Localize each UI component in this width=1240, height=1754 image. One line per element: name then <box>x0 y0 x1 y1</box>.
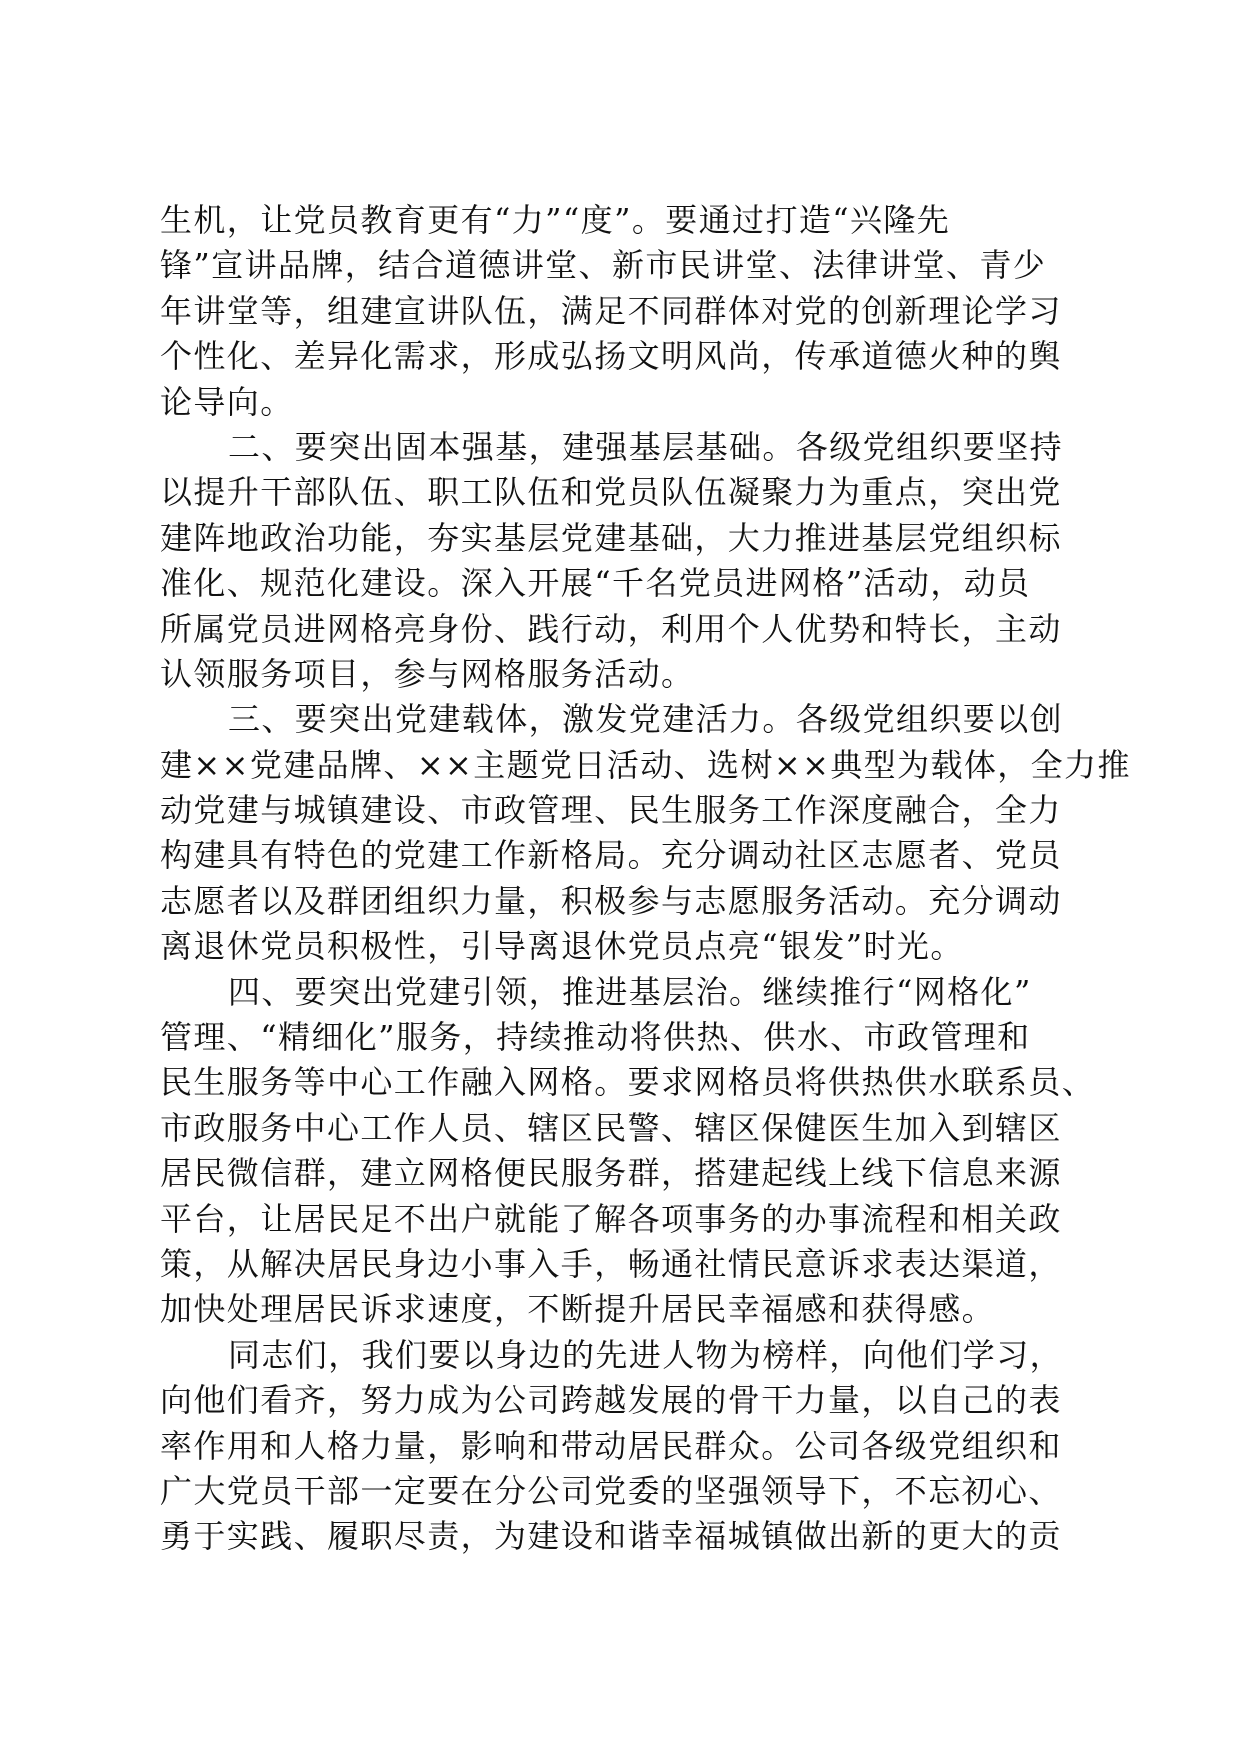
text-line: 广大党员干部一定要在分公司党委的坚强领导下，不忘初心、 <box>160 1471 1062 1510</box>
text-line: 加快处理居民诉求速度，不断提升居民幸福感和获得感。 <box>160 1290 996 1329</box>
paragraph-2-start: 二、要突出固本强基，建强基层基础。各级党组织要坚持 <box>228 427 1064 466</box>
text-line: 论导向。 <box>160 382 294 421</box>
text-line: 动党建与城镇建设、市政管理、民生服务工作深度融合，全力 <box>160 791 1062 830</box>
text-line: 构建具有特色的党建工作新格局。充分调动社区志愿者、党员 <box>160 836 1062 875</box>
text-line: 平台，让居民足不出户就能了解各项事务的办事流程和相关政 <box>160 1199 1062 1238</box>
text-line: 个性化、差异化需求，形成弘扬文明风尚，传承道德火种的舆 <box>160 337 1062 376</box>
paragraph-5-start: 同志们，我们要以身边的先进人物为榜样，向他们学习， <box>228 1335 1064 1374</box>
text-line: 锋”宣讲品牌，结合道德讲堂、新市民讲堂、法律讲堂、青少 <box>160 246 1047 285</box>
text-line: 向他们看齐，努力成为公司跨越发展的骨干力量，以自己的表 <box>160 1381 1062 1420</box>
text-line: 市政服务中心工作人员、辖区民警、辖区保健医生加入到辖区 <box>160 1108 1062 1147</box>
text-line: 准化、规范化建设。深入开展“千名党员进网格”活动，动员 <box>160 564 1031 603</box>
text-line: 建阵地政治功能，夯实基层党建基础，大力推进基层党组织标 <box>160 518 1062 557</box>
text-line: 志愿者以及群团组织力量，积极参与志愿服务活动。充分调动 <box>160 881 1062 920</box>
text-line: 民生服务等中心工作融入网格。要求网格员将供热供水联系员、 <box>160 1063 1096 1102</box>
text-line: 率作用和人格力量，影响和带动居民群众。公司各级党组织和 <box>160 1426 1062 1465</box>
text-line: 认领服务项目，参与网格服务活动。 <box>160 654 695 693</box>
document-page <box>160 198 1131 1560</box>
text-line: 离退休党员积极性，引导离退休党员点亮“银发”时光。 <box>160 927 964 966</box>
text-line: 居民微信群，建立网格便民服务群，搭建起线上线下信息来源 <box>160 1154 1062 1193</box>
text-line: 年讲堂等，组建宣讲队伍，满足不同群体对党的创新理论学习 <box>160 291 1062 330</box>
text-line: 建××党建品牌、××主题党日活动、选树××典型为载体，全力推 <box>160 745 1131 784</box>
text-line: 策，从解决居民身边小事入手，畅通社情民意诉求表达渠道， <box>160 1244 1062 1283</box>
text-line: 勇于实践、履职尽责，为建设和谐幸福城镇做出新的更大的贡 <box>160 1517 1062 1556</box>
text-line: 以提升干部队伍、职工队伍和党员队伍凝聚力为重点，突出党 <box>160 473 1062 512</box>
text-line: 所属党员进网格亮身份、践行动，利用个人优势和特长，主动 <box>160 609 1062 648</box>
text-line: 生机，让党员教育更有“力”“度”。要通过打造“兴隆先 <box>160 201 951 239</box>
paragraph-3-start: 三、要突出党建载体，激发党建活力。各级党组织要以创 <box>228 700 1064 739</box>
text-line: 管理、“精细化”服务，持续推动将供热、供水、市政管理和 <box>160 1018 1031 1057</box>
paragraph-4-start: 四、要突出党建引领，推进基层治。继续推行“网格化” <box>228 972 1032 1011</box>
